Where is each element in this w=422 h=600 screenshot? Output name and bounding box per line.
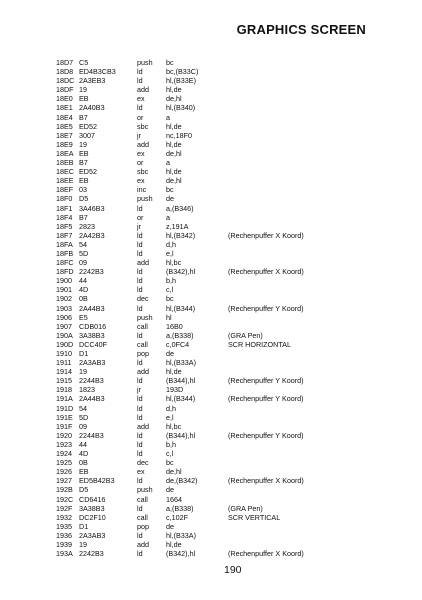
mnemonic-cell: ld xyxy=(137,412,143,422)
listing-row xyxy=(56,258,386,267)
mnemonic-cell: add xyxy=(137,258,149,268)
address-cell: 1907 xyxy=(56,321,72,331)
operand-cell: a,(B338) xyxy=(166,330,194,340)
address-cell: 1932 xyxy=(56,512,72,522)
operand-cell: de,hl xyxy=(166,176,182,186)
comment-cell: (Rechenpuffer X Koord) xyxy=(228,230,304,240)
opcode-bytes-cell: 3007 xyxy=(79,130,95,140)
operand-cell: bc,(B33C) xyxy=(166,67,199,77)
mnemonic-cell: pop xyxy=(137,349,149,358)
operand-cell: hl,(B33A) xyxy=(166,530,196,540)
opcode-bytes-cell: 2A3EB3 xyxy=(79,76,106,86)
address-cell: 18E0 xyxy=(56,94,73,104)
opcode-bytes-cell: 54 xyxy=(79,403,87,413)
operand-cell: a xyxy=(166,158,170,168)
listing-row xyxy=(56,204,386,213)
operand-cell: b,h xyxy=(166,439,176,449)
operand-cell: de,(B342) xyxy=(166,476,198,486)
listing-row xyxy=(56,440,386,449)
listing-row xyxy=(56,476,386,485)
listing-row xyxy=(56,367,386,376)
address-cell: 18EA xyxy=(56,148,74,158)
operand-cell: 16B0 xyxy=(166,321,183,331)
mnemonic-cell: push xyxy=(137,58,153,67)
opcode-bytes-cell: 2244B3 xyxy=(79,376,104,386)
comment-cell: (Rechenpuffer X Koord) xyxy=(228,267,304,277)
listing-row xyxy=(56,131,386,140)
address-cell: 1911 xyxy=(56,358,72,368)
listing-row xyxy=(56,458,386,467)
address-cell: 18F1 xyxy=(56,203,73,213)
listing-row xyxy=(56,103,386,112)
mnemonic-cell: ld xyxy=(137,449,143,459)
operand-cell: hl xyxy=(166,312,172,322)
listing-row xyxy=(56,67,386,76)
mnemonic-cell: push xyxy=(137,194,153,204)
address-cell: 191E xyxy=(56,412,73,422)
listing-row xyxy=(56,467,386,476)
listing-row xyxy=(56,404,386,413)
opcode-bytes-cell: 19 xyxy=(79,367,87,377)
operand-cell: e,l xyxy=(166,248,174,258)
listing-row xyxy=(56,485,386,494)
comment-cell: (GRA Pen) xyxy=(228,330,263,340)
comment-cell: SCR HORIZONTAL xyxy=(228,339,291,349)
opcode-bytes-cell: C5 xyxy=(79,58,89,67)
assembly-listing xyxy=(56,58,386,558)
opcode-bytes-cell: EB xyxy=(79,176,89,186)
address-cell: 18D7 xyxy=(56,58,74,67)
opcode-bytes-cell: 2A44B3 xyxy=(79,303,105,313)
listing-row xyxy=(56,294,386,303)
listing-row xyxy=(56,85,386,94)
opcode-bytes-cell: 2823 xyxy=(79,221,95,231)
comment-cell: (Rechenpuffer Y Koord) xyxy=(228,430,304,440)
operand-cell: (B344),hl xyxy=(166,376,196,386)
address-cell: 1935 xyxy=(56,521,72,531)
operand-cell: hl,de xyxy=(166,367,182,377)
listing-row xyxy=(56,504,386,513)
address-cell: 1927 xyxy=(56,476,72,486)
operand-cell: hl,(B342) xyxy=(166,230,196,240)
listing-row xyxy=(56,304,386,313)
listing-row xyxy=(56,113,386,122)
opcode-bytes-cell: 2242B3 xyxy=(79,549,104,559)
operand-cell: c,0FC4 xyxy=(166,339,190,349)
operand-cell: de xyxy=(166,485,174,495)
mnemonic-cell: ex xyxy=(137,148,145,158)
listing-row xyxy=(56,540,386,549)
operand-cell: de xyxy=(166,349,174,358)
address-cell: 191F xyxy=(56,421,73,431)
address-cell: 18D8 xyxy=(56,67,74,77)
opcode-bytes-cell: 19 xyxy=(79,139,87,149)
opcode-bytes-cell: ED52 xyxy=(79,121,97,131)
opcode-bytes-cell: DCC40F xyxy=(79,339,107,349)
listing-row xyxy=(56,240,386,249)
mnemonic-cell: push xyxy=(137,312,153,322)
address-cell: 18EE xyxy=(56,176,74,186)
address-cell: 192C xyxy=(56,494,74,504)
opcode-bytes-cell: 44 xyxy=(79,276,87,286)
comment-cell: (GRA Pen) xyxy=(228,503,263,513)
listing-row xyxy=(56,431,386,440)
address-cell: 18E4 xyxy=(56,112,73,122)
mnemonic-cell: ld xyxy=(137,76,143,86)
mnemonic-cell: ld xyxy=(137,276,143,286)
mnemonic-cell: ld xyxy=(137,230,143,240)
opcode-bytes-cell: 4D xyxy=(79,449,89,459)
opcode-bytes-cell: 4D xyxy=(79,285,89,295)
mnemonic-cell: ld xyxy=(137,103,143,113)
operand-cell: (B342),hl xyxy=(166,549,196,559)
operand-cell: a,(B346) xyxy=(166,203,194,213)
address-cell: 18FC xyxy=(56,258,74,268)
address-cell: 18EB xyxy=(56,158,74,168)
operand-cell: d,h xyxy=(166,403,176,413)
operand-cell: hl,(B344) xyxy=(166,303,196,313)
operand-cell: (B344),hl xyxy=(166,430,196,440)
mnemonic-cell: or xyxy=(137,158,144,168)
listing-row xyxy=(56,449,386,458)
listing-row xyxy=(56,413,386,422)
opcode-bytes-cell: 54 xyxy=(79,239,87,249)
address-cell: 1939 xyxy=(56,539,72,549)
opcode-bytes-cell: 2242B3 xyxy=(79,267,104,277)
mnemonic-cell: push xyxy=(137,485,153,495)
listing-row xyxy=(56,349,386,358)
operand-cell: de xyxy=(166,521,174,531)
mnemonic-cell: ld xyxy=(137,503,143,513)
listing-row xyxy=(56,422,386,431)
operand-cell: de,hl xyxy=(166,467,182,477)
operand-cell: a,(B338) xyxy=(166,503,194,513)
comment-cell: SCR VERTICAL xyxy=(228,512,281,522)
address-cell: 1915 xyxy=(56,376,72,386)
address-cell: 1902 xyxy=(56,294,72,304)
mnemonic-cell: jr xyxy=(137,221,141,231)
mnemonic-cell: ld xyxy=(137,439,143,449)
mnemonic-cell: ex xyxy=(137,94,145,104)
mnemonic-cell: sbc xyxy=(137,167,149,177)
operand-cell: bc xyxy=(166,294,174,304)
mnemonic-cell: dec xyxy=(137,458,149,468)
operand-cell: hl,bc xyxy=(166,421,182,431)
opcode-bytes-cell: 5D xyxy=(79,412,89,422)
mnemonic-cell: jr xyxy=(137,385,141,395)
address-cell: 193A xyxy=(56,549,73,559)
address-cell: 1924 xyxy=(56,449,72,459)
listing-row xyxy=(56,513,386,522)
opcode-bytes-cell: 2A3AB3 xyxy=(79,358,106,368)
operand-cell: hl,de xyxy=(166,85,182,95)
operand-cell: hl,(B340) xyxy=(166,103,196,113)
opcode-bytes-cell: E5 xyxy=(79,312,88,322)
address-cell: 1925 xyxy=(56,458,72,468)
operand-cell: d,h xyxy=(166,239,176,249)
address-cell: 18FB xyxy=(56,248,74,258)
mnemonic-cell: add xyxy=(137,421,149,431)
operand-cell: de xyxy=(166,194,174,204)
operand-cell: a xyxy=(166,212,170,222)
operand-cell: de,hl xyxy=(166,94,182,104)
mnemonic-cell: add xyxy=(137,139,149,149)
mnemonic-cell: ld xyxy=(137,67,143,77)
listing-row xyxy=(56,158,386,167)
mnemonic-cell: inc xyxy=(137,185,147,195)
address-cell: 190A xyxy=(56,330,73,340)
opcode-bytes-cell: 0B xyxy=(79,294,88,304)
mnemonic-cell: add xyxy=(137,367,149,377)
listing-row xyxy=(56,394,386,403)
opcode-bytes-cell: B7 xyxy=(79,212,88,222)
opcode-bytes-cell: EB xyxy=(79,148,89,158)
address-cell: 18F0 xyxy=(56,194,73,204)
opcode-bytes-cell: 19 xyxy=(79,85,87,95)
operand-cell: c,l xyxy=(166,449,174,459)
operand-cell: 193D xyxy=(166,385,184,395)
listing-row xyxy=(56,222,386,231)
mnemonic-cell: ld xyxy=(137,239,143,249)
listing-row xyxy=(56,267,386,276)
address-cell: 18DF xyxy=(56,85,74,95)
opcode-bytes-cell: EB xyxy=(79,467,89,477)
operand-cell: z,191A xyxy=(166,221,189,231)
opcode-bytes-cell: 3A38B3 xyxy=(79,330,105,340)
operand-cell: bc xyxy=(166,185,174,195)
address-cell: 18FD xyxy=(56,267,74,277)
opcode-bytes-cell: 09 xyxy=(79,421,87,431)
listing-row xyxy=(56,495,386,504)
mnemonic-cell: jr xyxy=(137,130,141,140)
address-cell: 191D xyxy=(56,403,74,413)
opcode-bytes-cell: ED4B3CB3 xyxy=(79,67,116,77)
listing-row xyxy=(56,358,386,367)
address-cell: 18F5 xyxy=(56,221,73,231)
mnemonic-cell: call xyxy=(137,321,148,331)
listing-row xyxy=(56,140,386,149)
mnemonic-cell: ld xyxy=(137,303,143,313)
mnemonic-cell: ld xyxy=(137,403,143,413)
operand-cell: 1664 xyxy=(166,494,182,504)
mnemonic-cell: add xyxy=(137,85,149,95)
opcode-bytes-cell: D1 xyxy=(79,521,89,531)
address-cell: 18E5 xyxy=(56,121,73,131)
address-cell: 18FA xyxy=(56,239,73,249)
page-number: 190 xyxy=(224,564,242,576)
opcode-bytes-cell: 2A40B3 xyxy=(79,103,105,113)
mnemonic-cell: add xyxy=(137,539,149,549)
mnemonic-cell: ex xyxy=(137,176,145,186)
mnemonic-cell: sbc xyxy=(137,121,149,131)
opcode-bytes-cell: CDB016 xyxy=(79,321,107,331)
address-cell: 18EC xyxy=(56,167,74,177)
operand-cell: hl,(B344) xyxy=(166,394,196,404)
mnemonic-cell: ld xyxy=(137,285,143,295)
mnemonic-cell: pop xyxy=(137,521,149,531)
listing-row xyxy=(56,331,386,340)
address-cell: 1918 xyxy=(56,385,72,395)
opcode-bytes-cell: 1823 xyxy=(79,385,95,395)
mnemonic-cell: ld xyxy=(137,267,143,277)
operand-cell: hl,(B33E) xyxy=(166,76,196,86)
operand-cell: hl,(B33A) xyxy=(166,358,196,368)
address-cell: 1920 xyxy=(56,430,72,440)
mnemonic-cell: or xyxy=(137,212,144,222)
opcode-bytes-cell: 2A3AB3 xyxy=(79,530,106,540)
mnemonic-cell: dec xyxy=(137,294,149,304)
operand-cell: bc xyxy=(166,58,174,67)
operand-cell: bc xyxy=(166,458,174,468)
listing-row xyxy=(56,149,386,158)
mnemonic-cell: call xyxy=(137,494,148,504)
address-cell: 18F4 xyxy=(56,212,73,222)
mnemonic-cell: ld xyxy=(137,476,143,486)
listing-row xyxy=(56,276,386,285)
listing-row xyxy=(56,322,386,331)
address-cell: 1926 xyxy=(56,467,72,477)
listing-row xyxy=(56,340,386,349)
comment-cell: (Rechenpuffer X Koord) xyxy=(228,476,304,486)
opcode-bytes-cell: 19 xyxy=(79,539,87,549)
operand-cell: a xyxy=(166,112,170,122)
comment-cell: (Rechenpuffer Y Koord) xyxy=(228,394,304,404)
operand-cell: hl,bc xyxy=(166,258,182,268)
operand-cell: hl,de xyxy=(166,139,182,149)
listing-row xyxy=(56,58,386,67)
opcode-bytes-cell: ED52 xyxy=(79,167,97,177)
comment-cell: (Rechenpuffer Y Koord) xyxy=(228,376,304,386)
opcode-bytes-cell: 03 xyxy=(79,185,87,195)
opcode-bytes-cell: 0B xyxy=(79,458,88,468)
mnemonic-cell: ld xyxy=(137,203,143,213)
address-cell: 1900 xyxy=(56,276,72,286)
opcode-bytes-cell: D5 xyxy=(79,194,89,204)
address-cell: 18EF xyxy=(56,185,74,195)
mnemonic-cell: ld xyxy=(137,530,143,540)
opcode-bytes-cell: 2A44B3 xyxy=(79,394,105,404)
opcode-bytes-cell: 3A38B3 xyxy=(79,503,105,513)
listing-row xyxy=(56,376,386,385)
operand-cell: c,l xyxy=(166,285,174,295)
mnemonic-cell: ld xyxy=(137,430,143,440)
opcode-bytes-cell: DC2F10 xyxy=(79,512,106,522)
address-cell: 190D xyxy=(56,339,74,349)
opcode-bytes-cell: D1 xyxy=(79,349,89,358)
listing-row xyxy=(56,185,386,194)
operand-cell: hl,de xyxy=(166,539,182,549)
opcode-bytes-cell: CD6416 xyxy=(79,494,106,504)
mnemonic-cell: ld xyxy=(137,358,143,368)
opcode-bytes-cell: 09 xyxy=(79,258,87,268)
address-cell: 1903 xyxy=(56,303,72,313)
opcode-bytes-cell: 2A42B3 xyxy=(79,230,105,240)
operand-cell: b,h xyxy=(166,276,176,286)
address-cell: 191A xyxy=(56,394,73,404)
listing-row xyxy=(56,231,386,240)
listing-row xyxy=(56,531,386,540)
opcode-bytes-cell: 44 xyxy=(79,439,87,449)
operand-cell: (B342),hl xyxy=(166,267,196,277)
opcode-bytes-cell: 5D xyxy=(79,248,89,258)
address-cell: 1923 xyxy=(56,439,72,449)
mnemonic-cell: ld xyxy=(137,330,143,340)
listing-row xyxy=(56,122,386,131)
address-cell: 1910 xyxy=(56,349,72,358)
listing-row xyxy=(56,167,386,176)
operand-cell: nc,18F0 xyxy=(166,130,192,140)
opcode-bytes-cell: EB xyxy=(79,94,89,104)
address-cell: 1901 xyxy=(56,285,72,295)
opcode-bytes-cell: 3A46B3 xyxy=(79,203,105,213)
mnemonic-cell: ld xyxy=(137,376,143,386)
address-cell: 18E7 xyxy=(56,130,73,140)
listing-row xyxy=(56,313,386,322)
address-cell: 18F7 xyxy=(56,230,73,240)
address-cell: 18DC xyxy=(56,76,75,86)
comment-cell: (Rechenpuffer X Koord) xyxy=(228,549,304,559)
operand-cell: c,102F xyxy=(166,512,188,522)
mnemonic-cell: or xyxy=(137,112,144,122)
operand-cell: e,l xyxy=(166,412,174,422)
listing-row xyxy=(56,213,386,222)
listing-row xyxy=(56,76,386,85)
page-title: GRAPHICS SCREEN xyxy=(236,22,366,37)
address-cell: 192F xyxy=(56,503,73,513)
comment-cell: (Rechenpuffer Y Koord) xyxy=(228,303,304,313)
opcode-bytes-cell: B7 xyxy=(79,158,88,168)
mnemonic-cell: ex xyxy=(137,467,145,477)
address-cell: 192B xyxy=(56,485,73,495)
operand-cell: hl,de xyxy=(166,167,182,177)
mnemonic-cell: call xyxy=(137,512,148,522)
mnemonic-cell: ld xyxy=(137,549,143,559)
mnemonic-cell: ld xyxy=(137,248,143,258)
mnemonic-cell: call xyxy=(137,339,148,349)
opcode-bytes-cell: ED5B42B3 xyxy=(79,476,115,486)
address-cell: 18E1 xyxy=(56,103,73,113)
operand-cell: hl,de xyxy=(166,121,182,131)
opcode-bytes-cell: 2244B3 xyxy=(79,430,104,440)
listing-row xyxy=(56,385,386,394)
listing-row xyxy=(56,194,386,203)
listing-row xyxy=(56,285,386,294)
address-cell: 1936 xyxy=(56,530,72,540)
address-cell: 1906 xyxy=(56,312,72,322)
opcode-bytes-cell: B7 xyxy=(79,112,88,122)
listing-row xyxy=(56,94,386,103)
listing-row xyxy=(56,522,386,531)
mnemonic-cell: ld xyxy=(137,394,143,404)
listing-row xyxy=(56,176,386,185)
address-cell: 1914 xyxy=(56,367,72,377)
listing-row xyxy=(56,549,386,558)
opcode-bytes-cell: D5 xyxy=(79,485,89,495)
listing-row xyxy=(56,249,386,258)
address-cell: 18E9 xyxy=(56,139,73,149)
operand-cell: de,hl xyxy=(166,148,182,158)
